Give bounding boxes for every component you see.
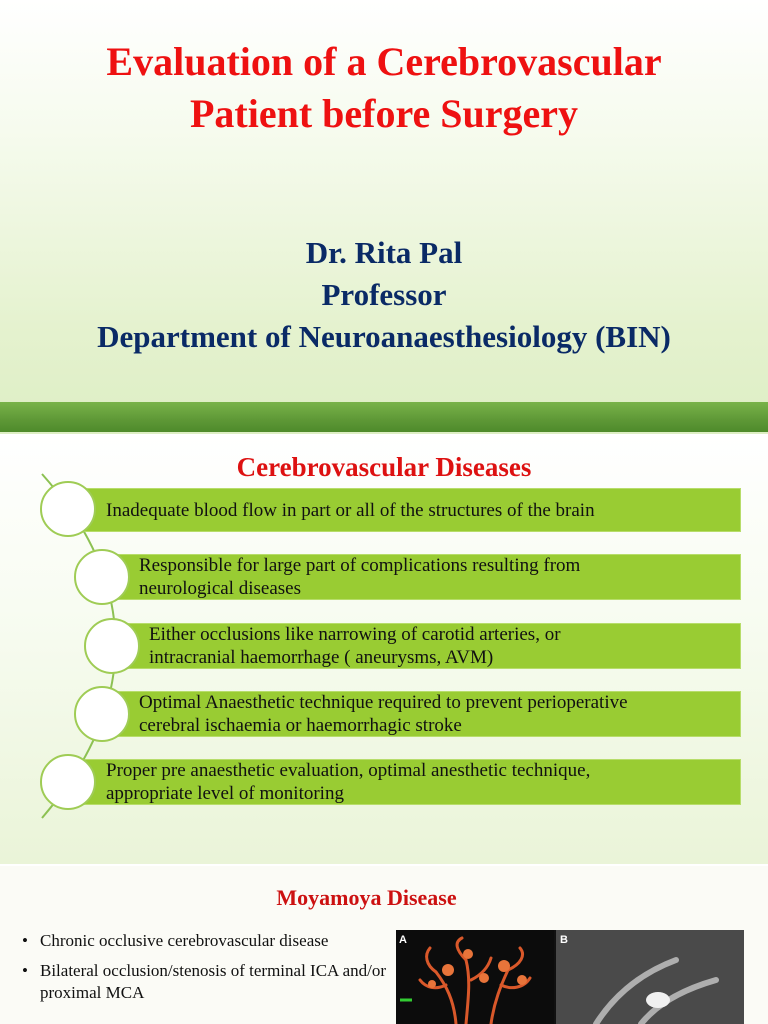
- item-marker-circle: [74, 686, 130, 742]
- author-department: Department of Neuroanaesthesiology (BIN): [97, 319, 671, 354]
- item-text-line1: Optimal Anaesthetic technique required to prevent perioperative: [139, 692, 628, 713]
- item-text-line2: appropriate level of monitoring: [106, 783, 344, 804]
- item-text-line1: Either occlusions like narrowing of carotid arteries, or: [149, 624, 561, 645]
- title-line-1: Evaluation of a Cerebrovascular: [106, 39, 662, 84]
- author-block: [0, 232, 768, 358]
- item-marker-circle: [74, 549, 130, 605]
- angiography-figure: [396, 930, 744, 1024]
- item-marker-circle: [40, 754, 96, 810]
- moyamoya-slide: [0, 866, 768, 1024]
- list-item: • Bilateral occlusion/stenosis of terminal ICA and/or proximal MCA: [20, 960, 390, 1004]
- author-name: Dr. Rita Pal: [305, 235, 463, 270]
- item-text-line2: neurological diseases: [139, 578, 301, 599]
- item-marker-circle: [84, 618, 140, 674]
- cerebrovascular-diseases-slide: [0, 434, 768, 864]
- item-text-line2: cerebral ischaemia or haemorrhagic stroke: [139, 715, 462, 736]
- slide-heading: Cerebrovascular Diseases: [236, 452, 532, 482]
- panel-b-background: [556, 930, 744, 1024]
- footer-green-bar: [0, 402, 768, 432]
- slide-title: [0, 36, 768, 140]
- item-text-line1: Responsible for large part of complications resulting from: [139, 555, 581, 576]
- disease-item-4: [102, 691, 741, 737]
- panel-a-label: A: [399, 934, 407, 946]
- title-line-2: Patient before Surgery: [189, 91, 579, 136]
- panel-b-label: B: [560, 934, 568, 946]
- item-text-line1: Inadequate blood flow in part or all of the structures of the brain: [106, 499, 595, 521]
- item-text-line1: Proper pre anaesthetic evaluation, optimal anesthetic technique,: [106, 760, 591, 781]
- disease-item-2: [102, 554, 741, 600]
- disease-item-5: [70, 759, 741, 805]
- title-slide: [0, 0, 768, 434]
- disease-item-3: [112, 623, 741, 669]
- angiography-image: [396, 930, 744, 1024]
- list-item: • Chronic occlusive cerebrovascular disease: [20, 930, 390, 952]
- panel-b-highlight: [646, 992, 670, 1008]
- author-role: Professor: [321, 277, 447, 312]
- bullet-list: [20, 930, 390, 1012]
- disease-item-1: [70, 488, 741, 532]
- item-marker-circle: [40, 481, 96, 537]
- item-text-line2: intracranial haemorrhage ( aneurysms, AVM): [149, 647, 494, 668]
- slide-heading: Moyamoya Disease: [276, 885, 457, 910]
